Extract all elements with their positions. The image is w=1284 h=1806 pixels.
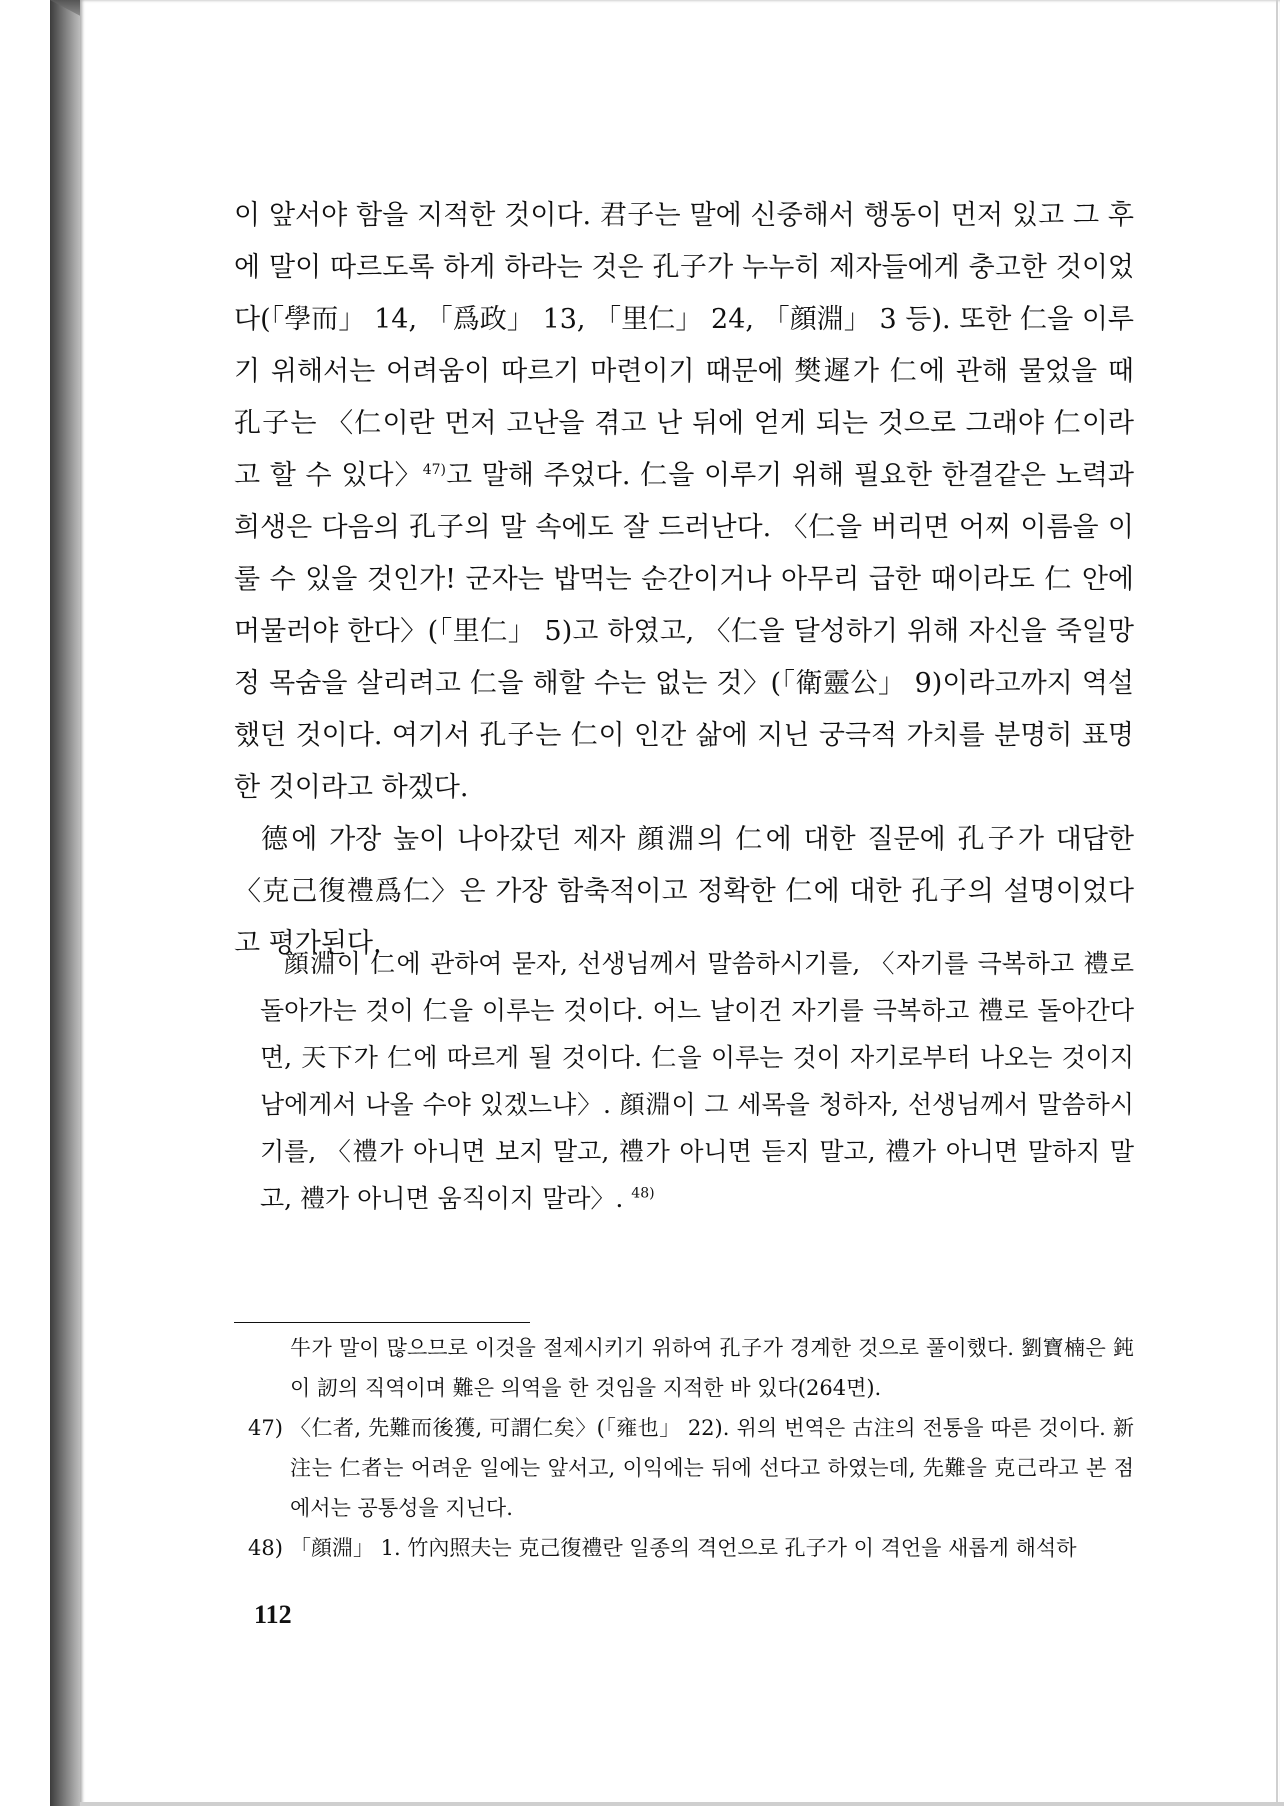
footnote-divider <box>234 1322 530 1323</box>
footnote-46-continued: 牛가 말이 많으므로 이것을 절제시키기 위하여 孔子가 경계한 것으로 풀이했다. 劉寶楠은 鈍이 訒의 직역이며 難은 의역을 한 것임을 지적한 바 있다(264면). <box>290 1336 1134 1400</box>
footnote-48 <box>234 1528 1134 1568</box>
footnote-48-number: 48) <box>248 1536 283 1560</box>
page-edge-bottom <box>80 1802 1284 1806</box>
block-quote <box>260 940 1134 1222</box>
footnote-ref-47: 47) <box>422 462 446 478</box>
book-spine <box>50 0 80 1806</box>
footnotes <box>234 1328 1134 1568</box>
body-paragraph-1-text: 이 앞서야 함을 지적한 것이다. 君子는 말에 신중해서 행동이 먼저 있고 그 후에 말이 따르도록 하게 하라는 것은 孔子가 누누히 제자들에게 충고한 것이었다(「學而」 14, 「爲政」 13, 「里仁」 24, 「顔淵」 3 등). 또한 仁을 이루기 위해서는 어려움이 따르기 마련이기 때문에 樊遲가 仁에 관해 물었을 때 孔子는 〈仁이란 먼저 고난을 겪고 난 뒤에 얻게 되는 것으로 그래야 仁이라 고 할 수 있다〉 <box>234 200 1134 491</box>
page-number: 112 <box>254 1600 292 1629</box>
body-paragraph-1 <box>234 190 1134 814</box>
body-paragraph-2: 德에 가장 높이 나아갔던 제자 顔淵의 仁에 대한 질문에 孔子가 대답한 〈克己復禮爲仁〉은 가장 함축적이고 정확한 仁에 대한 孔子의 설명이었다고 평가된다. <box>234 824 1134 959</box>
block-quote-text: 顔淵이 仁에 관하여 묻자, 선생님께서 말씀하시기를, 〈자기를 극복하고 禮로 돌아가는 것이 仁을 이루는 것이다. 어느 날이건 자기를 극복하고 禮로 돌아간다면, 天下가 仁에 따르게 될 것이다. 仁을 이루는 것이 자기로부터 나오는 것이지 남에게서 나올 수야 있겠느냐〉. 顔淵이 그 세목을 청하자, 선생님께서 말씀하시기를, 〈禮가 아니면 보지 말고, 禮가 아니면 듣지 말고, 禮가 아니면 말하지 말고, 禮가 아니면 움직이지 말라〉. <box>260 949 1134 1213</box>
footnote-47-text: 〈仁者, 先難而後獲, 可謂仁矣〉(「雍也」 22). 위의 번역은 古注의 전통을 따른 것이다. 新注는 仁者는 어려운 일에는 앞서고, 이익에는 뒤에 선다고 하였는데, 先難을 克己라고 본 점에서는 공통성을 지닌다. <box>290 1416 1135 1520</box>
page-edge-right <box>1276 0 1278 1806</box>
footnote-47 <box>234 1408 1134 1528</box>
body-paragraph-1-rest: 고 말해 주었다. 仁을 이루기 위해 필요한 한결같은 노력과 희생은 다음의 孔子의 말 속에도 잘 드러난다. 〈仁을 버리면 어찌 이름을 이룰 수 있을 것인가! 군자는 밥먹는 순간이거나 아무리 급한 때이라도 仁 안에 머물러야 한다〉(「里仁」 5)고 하였고, 〈仁을 달성하기 위해 자신을 죽일망정 목숨을 살리려고 仁을 해할 수는 없는 것〉(「衛靈公」 9)이라고까지 역설했던 것이다. 여기서 孔子는 仁이 인간 삶에 지닌 궁극적 가치를 분명히 표명한 것이라고 하겠다. <box>234 460 1134 803</box>
footnote-48-text: 「顔淵」 1. 竹內照夫는 克己復禮란 일종의 격언으로 孔子가 이 격언을 새롭게 해석하 <box>290 1536 1077 1560</box>
footnote-ref-48: 48) <box>631 1185 655 1202</box>
body-text <box>234 190 1134 970</box>
block-quote-paragraph <box>260 940 1134 1222</box>
footnote-47-number: 47) <box>248 1416 283 1440</box>
